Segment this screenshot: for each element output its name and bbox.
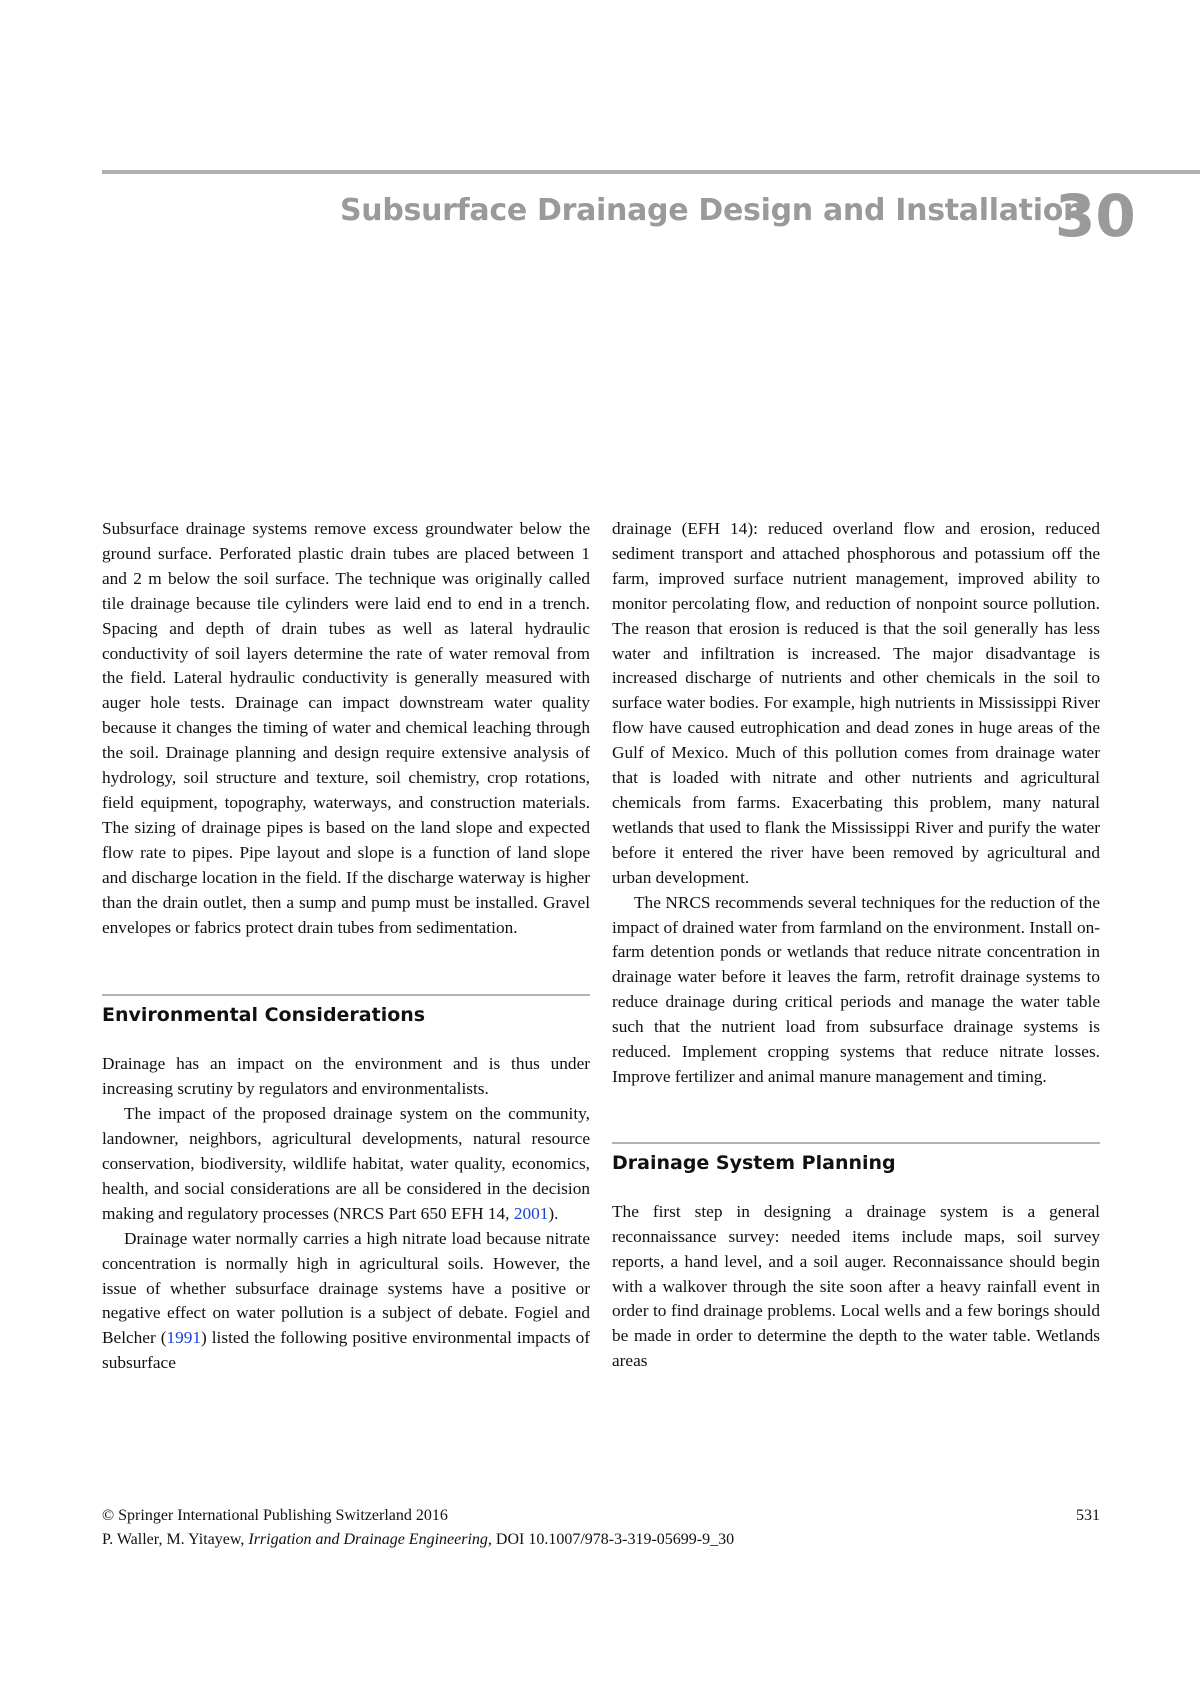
right-paragraph-2: The NRCS recommends several techniques for the reduction of the impact of drained water from farmland on the environment. Install on-farm detention ponds or wetlands that reduce nitrate concentration in drainage water before it leaves the farm, retrofit drainage systems to reduce drainage during critical periods and manage the water table such that the nutrient load from subsurface drainage systems is reduced. Implement cropping systems that reduce nitrate losses. Improve fertilizer and animal manure management and timing.: [612, 892, 1100, 1086]
citation-link-2001[interactable]: 2001: [513, 1203, 549, 1223]
book-title: Irrigation and Drainage Engineering: [248, 1531, 488, 1548]
chapter-title: Subsurface Drainage Design and Installation: [340, 193, 1085, 228]
citation-line: [102, 1528, 734, 1552]
paragraph-text: The impact of the proposed drainage system on the community, landowner, neighbors, agricultural developments, natural resource conservation, biodiversity, wildlife habitat, water quality, economics, health, and social considerations are all be considered in the decision making and regulatory processes (NRCS Part 650 EFH 14,: [102, 1104, 590, 1223]
authors: P. Waller, M. Yitayew,: [102, 1531, 245, 1548]
planning-paragraph-1: The first step in designing a drainage system is a general reconnaissance survey: needed items include maps, soil survey reports, a hand level, and a soil auger. Reconnaissance should begin with a walkover through the site soon after a heavy rainfall event in order to find drainage problems. Local wells and a few borings should be made in order to determine the depth to the water table. Wetlands areas: [612, 1201, 1100, 1371]
section-heading-environmental: Environmental Considerations: [102, 1004, 426, 1027]
intro-paragraph: Subsurface drainage systems remove excess groundwater below the ground surface. Perforated plastic drain tubes are placed between 1 and 2 m below the soil surface. The technique was originally called tile drainage because tile cylinders were laid end to end in a trench. Spacing and depth of drain tubes as well as lateral hydraulic conductivity of soil layers determine the rate of water removal from the field. Lateral hydraulic conductivity is generally measured with auger hole tests. Drainage can impact downstream water quality because it changes the timing of water and chemical leaching through the soil. Drainage planning and design require extensive analysis of hydrology, soil structure and texture, soil chemistry, crop rotations, field equipment, topography, waterways, and construction materials. The sizing of drainage pipes is based on the land slope and expected flow rate to pipes. Pipe layout and slope is a function of land slope and discharge location in the field. If the discharge waterway is higher than the drain outlet, then a sump and pump must be installed. Gravel envelopes or fabrics protect drain tubes from sedimentation.: [102, 519, 590, 937]
chapter-number: 30: [1055, 182, 1136, 250]
chapter-top-rule: [102, 170, 1200, 174]
citation-link-1991[interactable]: 1991: [166, 1328, 202, 1348]
section-heading-planning: Drainage System Planning: [612, 1151, 896, 1174]
paragraph-text: ) listed the following positive environmental impacts of subsurface: [102, 1328, 591, 1373]
page-footer: [102, 1504, 734, 1552]
environmental-paragraph-2: [102, 1102, 590, 1227]
doi: , DOI 10.1007/978-3-319-05699-9_30: [487, 1531, 735, 1548]
left-column: [102, 517, 590, 1376]
paragraph-text: ).: [548, 1203, 559, 1223]
right-paragraph-1: drainage (EFH 14): reduced overland flow and erosion, reduced sediment transport and attached phosphorous and potassium off the farm, improved surface nutrient management, improved ability to monitor percolating flow, and reduction of nonpoint source pollution. The reason that erosion is reduced is that the soil generally has less water and infiltration is increased. The major disadvantage is increased discharge of nutrients and other chemicals in the soil to surface water bodies. For example, high nutrients in Mississippi River flow have caused eutrophication and dead zones in huge areas of the Gulf of Mexico. Much of this pollution comes from drainage water that is loaded with nitrate and other nutrients and agricultural chemicals from farms. Exacerbating this problem, many natural wetlands that used to flank the Mississippi River and purify the water before it entered the river have been removed by agricultural and urban development.: [612, 519, 1100, 887]
copyright-line: © Springer International Publishing Switzerland 2016: [102, 1507, 448, 1524]
paragraph-text: Drainage water normally carries a high nitrate load because nitrate concentration is normally high in agricultural soils. However, the issue of whether subsurface drainage systems have a positive or negative effect on water pollution is a subject of debate. Fogiel and Belcher (: [102, 1228, 590, 1348]
environmental-paragraph-1: Drainage has an impact on the environment and is thus under increasing scrutiny by regulators and environmentalists.: [102, 1054, 590, 1099]
environmental-paragraph-3: [102, 1227, 590, 1376]
right-column: [612, 517, 1100, 1374]
page-number: 531: [1076, 1507, 1100, 1524]
